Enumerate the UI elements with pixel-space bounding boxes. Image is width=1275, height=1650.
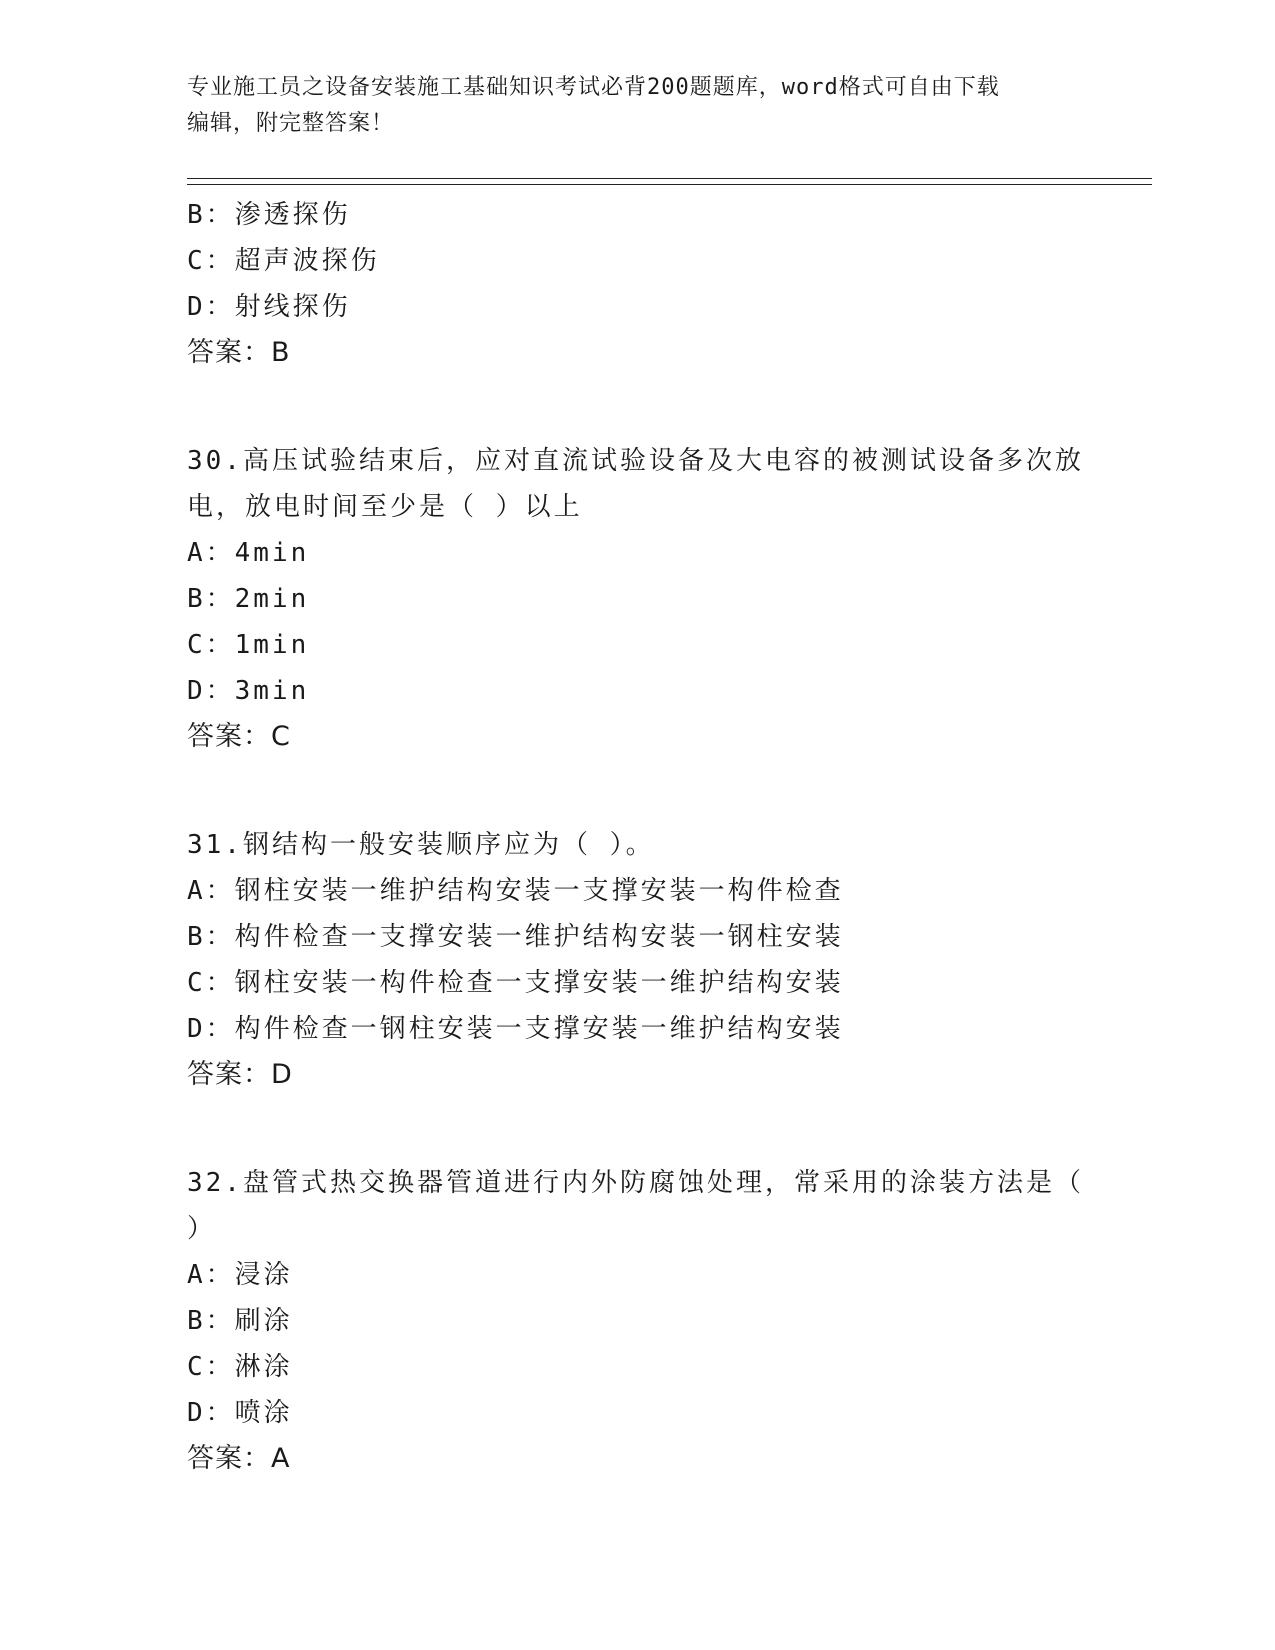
option-d: D：喷涂 xyxy=(187,1398,293,1428)
question-31-text: 31.钢结构一般安装顺序应为（ ）。 xyxy=(187,830,655,860)
question-30-text-line-1: 30.高压试验结束后，应对直流试验设备及大电容的被测试设备多次放 xyxy=(187,446,1084,476)
answer-line: 答案：B xyxy=(187,337,291,368)
answer-line: 答案：A xyxy=(187,1443,291,1474)
header-divider-top xyxy=(187,178,1152,179)
answer-line: 答案：C xyxy=(187,721,291,752)
option-a: A：4min xyxy=(187,538,310,568)
option-d: D：射线探伤 xyxy=(187,292,351,322)
header-title-line-2: 编辑，附完整答案！ xyxy=(187,111,395,136)
option-d: D：构件检查一钢柱安装一支撑安装一维护结构安装 xyxy=(187,1014,844,1044)
question-list xyxy=(187,192,1107,1482)
question-30-block xyxy=(187,438,1107,760)
option-c: C：淋涂 xyxy=(187,1352,293,1382)
header-divider-bottom xyxy=(187,184,1152,185)
option-b: B：构件检查一支撑安装一维护结构安装一钢柱安装 xyxy=(187,922,844,952)
option-d: D：3min xyxy=(187,676,310,706)
question-30-text-line-2: 电，放电时间至少是（ ）以上 xyxy=(187,492,583,522)
question-32-text-line-1: 32.盘管式热交换器管道进行内外防腐蚀处理，常采用的涂装方法是（ xyxy=(187,1168,1084,1198)
option-b: B：2min xyxy=(187,584,310,614)
document-header xyxy=(187,70,1087,142)
option-c: C：钢柱安装一构件检查一支撑安装一维护结构安装 xyxy=(187,968,844,998)
option-a: A：钢柱安装一维护结构安装一支撑安装一构件检查 xyxy=(187,876,844,906)
question-32-text-line-2: ） xyxy=(187,1214,217,1244)
option-b: B：渗透探伤 xyxy=(187,200,351,230)
option-c: C：1min xyxy=(187,630,310,660)
question-29-block xyxy=(187,192,1107,376)
option-c: C：超声波探伤 xyxy=(187,246,380,276)
header-title-line-1: 专业施工员之设备安装施工基础知识考试必背200题题库，word格式可自由下载 xyxy=(187,75,1000,100)
question-31-block xyxy=(187,822,1107,1098)
question-32-block xyxy=(187,1160,1107,1482)
option-b: B：刷涂 xyxy=(187,1306,293,1336)
answer-line: 答案：D xyxy=(187,1059,293,1090)
option-a: A：浸涂 xyxy=(187,1260,293,1290)
